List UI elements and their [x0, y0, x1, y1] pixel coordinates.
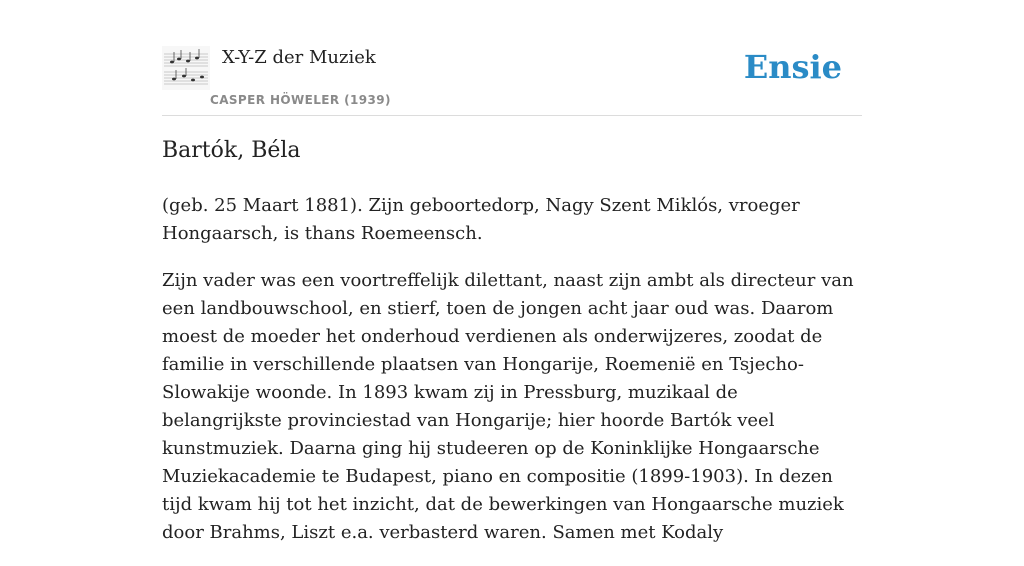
book-title[interactable]: X-Y-Z der Muziek — [222, 47, 376, 68]
ensie-logo-link[interactable]: Ensie — [743, 48, 842, 86]
paragraph: (geb. 25 Maart 1881). Zijn geboortedorp, Nagy Szent Miklós, vroeger Hongaarsch, is thans Roemeensch. — [162, 195, 800, 244]
sheet-music-icon[interactable] — [162, 46, 210, 90]
article-body — [162, 192, 862, 566]
book-author: CASPER HÖWELER (1939) — [210, 93, 391, 107]
book-header — [162, 40, 862, 116]
article-title: Bartók, Béla — [162, 138, 301, 163]
paragraph: Zijn vader was een voortreffelijk dilettant, naast zijn ambt als directeur van een landbouwschool, en stierf, toen de jongen acht jaar oud was. Daarom moest de moeder het onderhoud verdienen als onderwijzeres, zoodat de familie in verschillende plaatsen van Hongarije, Roemenië en Tsjecho-Slowakije woonde. In 1893 kwam zij in Pressburg, muzikaal de belangrijkste provinciestad van Hongarije; hier hoorde Bartók veel kunstmuziek. Daarna ging hij studeeren op de Koninklijke Hongaarsche Muziekacademie te Budapest, piano en compositie (1899-1903). In dezen tijd kwam hij tot het inzicht, dat de bewerkingen van Hongaarsche muziek door Brahms, Liszt e.a. verbasterd waren. Samen met Kodaly — [162, 270, 854, 543]
